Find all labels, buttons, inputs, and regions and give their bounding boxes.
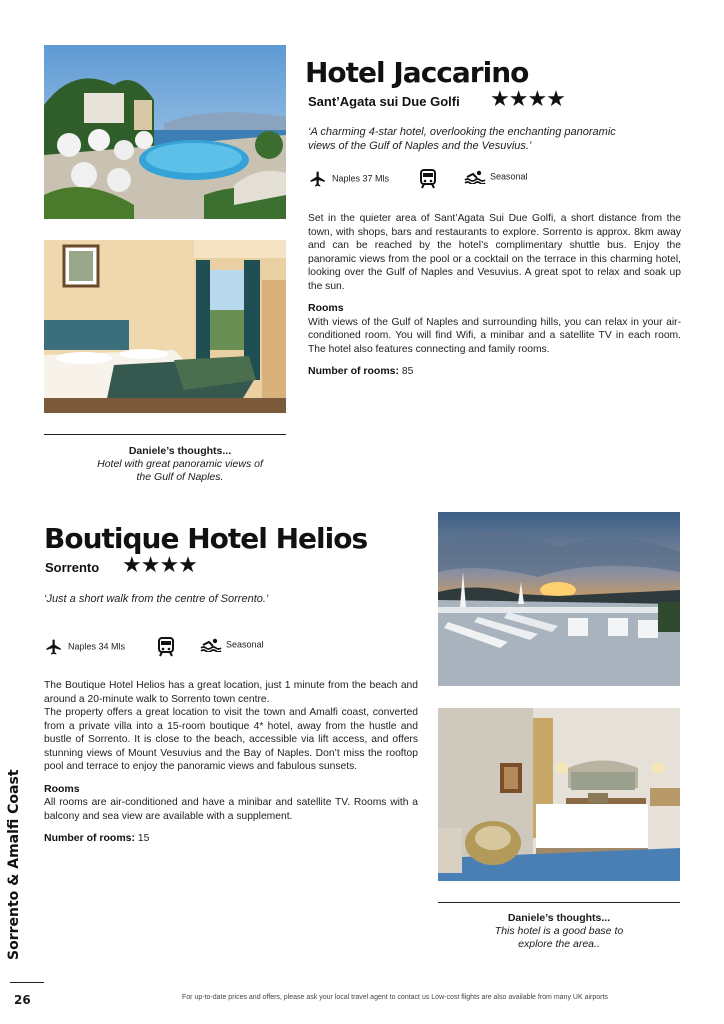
hotel2-rooms-count-label: Number of rooms: — [44, 832, 136, 844]
hotel2-terrace-photo — [438, 512, 680, 686]
plane-icon — [308, 170, 328, 188]
hotel2-info-bar — [44, 638, 414, 658]
hotel2-season: Seasonal — [226, 639, 264, 650]
hotel2-description — [44, 679, 418, 846]
hotel2-airport-distance: Naples 34 Mls — [68, 641, 126, 652]
hotel1-thoughts-title: Daniele’s thoughts... — [128, 445, 232, 457]
hotel1-thoughts — [44, 445, 316, 484]
hotel1-thoughts-rule — [44, 434, 286, 435]
hotel2-rooms-heading: Rooms — [44, 782, 80, 795]
train-icon — [158, 637, 174, 657]
hotel1-rooms-count: 85 — [401, 366, 414, 377]
hotel1-description — [308, 212, 681, 379]
hotel1-rooms-count-label: Number of rooms: — [308, 365, 400, 377]
hotel1-airport-distance: Naples 37 Mls — [332, 173, 390, 184]
hotel1-description-text: Set in the quieter area of Sant’Agata Sui Due Golfi, a short distance from the town, with shops, bars and restaurants to explore. Sorrento is approx. 8km away and can be reached by the hotel’s complimentary shuttle bus. Enjoy the panoramic views from the pool or a cocktail on the terrace in this charming hotel, looking over the Gulf of Naples and Vesuvius. A great spot to relax and soak up the sun. — [308, 213, 681, 292]
hotel2-thoughts-title: Daniele’s thoughts... — [507, 912, 611, 924]
footer-text: For up-to-date prices and offers, please ask your local travel agent to contact us Low-cost flights are also available from many UK airports — [182, 994, 608, 1001]
section-title: Sorrento & Amalfi Coast — [6, 769, 22, 960]
hotel1-season: Seasonal — [490, 171, 528, 182]
hotel2-name: Boutique Hotel Helios — [44, 522, 368, 555]
hotel1-rooms-heading: Rooms — [308, 302, 344, 314]
hotel2-thoughts-rule — [438, 902, 680, 903]
hotel1-rooms-count-line — [308, 365, 681, 379]
swim-icon — [200, 638, 222, 652]
hotel2-description-p1: The Boutique Hotel Helios has a great location, just 1 minute from the beach and around a 20-minute walk to Sorrento town centre. — [44, 680, 418, 705]
hotel1-room-photo — [44, 240, 286, 413]
hotel2-room-photo — [438, 708, 680, 881]
hotel1-tagline: ‘A charming 4-star hotel, overlooking the enchanting panoramic views of the Gulf of Naples and the Vesuvius.’ — [308, 126, 616, 152]
hotel1-rooms-text: With views of the Gulf of Naples and surrounding hills, you can relax in your air-conditioned room. You will find Wifi, a minibar and a satellite TV in each room. The hotel also features connecting and family rooms. — [308, 316, 681, 355]
hotel2-rooms-count: 15 — [137, 833, 150, 844]
hotel2-description-p2: The property offers a great location to visit the town and Amalfi coast, converted from a private villa into a 15-room boutique 4* hotel, away from the hustle and bustle of Sorrento. It is close to the beach, accessible via lift access, and offers stunning views of Mount Vesuvius and the Bay of Naples. Don’t miss the rooftop pool and terrace to enjoy the panoramic views and fabulous sunsets. — [44, 707, 418, 772]
hotel2-thoughts — [438, 912, 680, 951]
section-rule — [10, 982, 44, 983]
hotel2-rooms-text: All rooms are air-conditioned and have a minibar and satellite TV. Rooms with a balcony and sea view are available with a supplement. — [44, 797, 418, 822]
hotel2-location: Sorrento — [45, 560, 100, 575]
hotel1-name: Hotel Jaccarino — [305, 56, 529, 89]
hotel2-thoughts-text: This hotel is a good base to explore the area.. — [494, 925, 624, 950]
hotel1-info-bar — [308, 170, 678, 190]
hotel1-pool-photo — [44, 45, 286, 219]
hotel1-star-rating: ★★★★ — [490, 86, 565, 111]
page-number: 26 — [14, 993, 31, 1007]
hotel2-rooms-count-line — [44, 832, 418, 846]
swim-icon — [464, 170, 486, 184]
plane-icon — [44, 638, 64, 656]
hotel2-star-rating: ★★★★ — [122, 552, 197, 577]
train-icon — [420, 169, 436, 189]
hotel1-thoughts-text: Hotel with great panoramic views of the Gulf of Naples. — [97, 458, 263, 483]
hotel1-location: Sant’Agata sui Due Golfi — [308, 94, 460, 109]
hotel2-tagline: ‘Just a short walk from the centre of Sorrento.’ — [44, 593, 269, 605]
